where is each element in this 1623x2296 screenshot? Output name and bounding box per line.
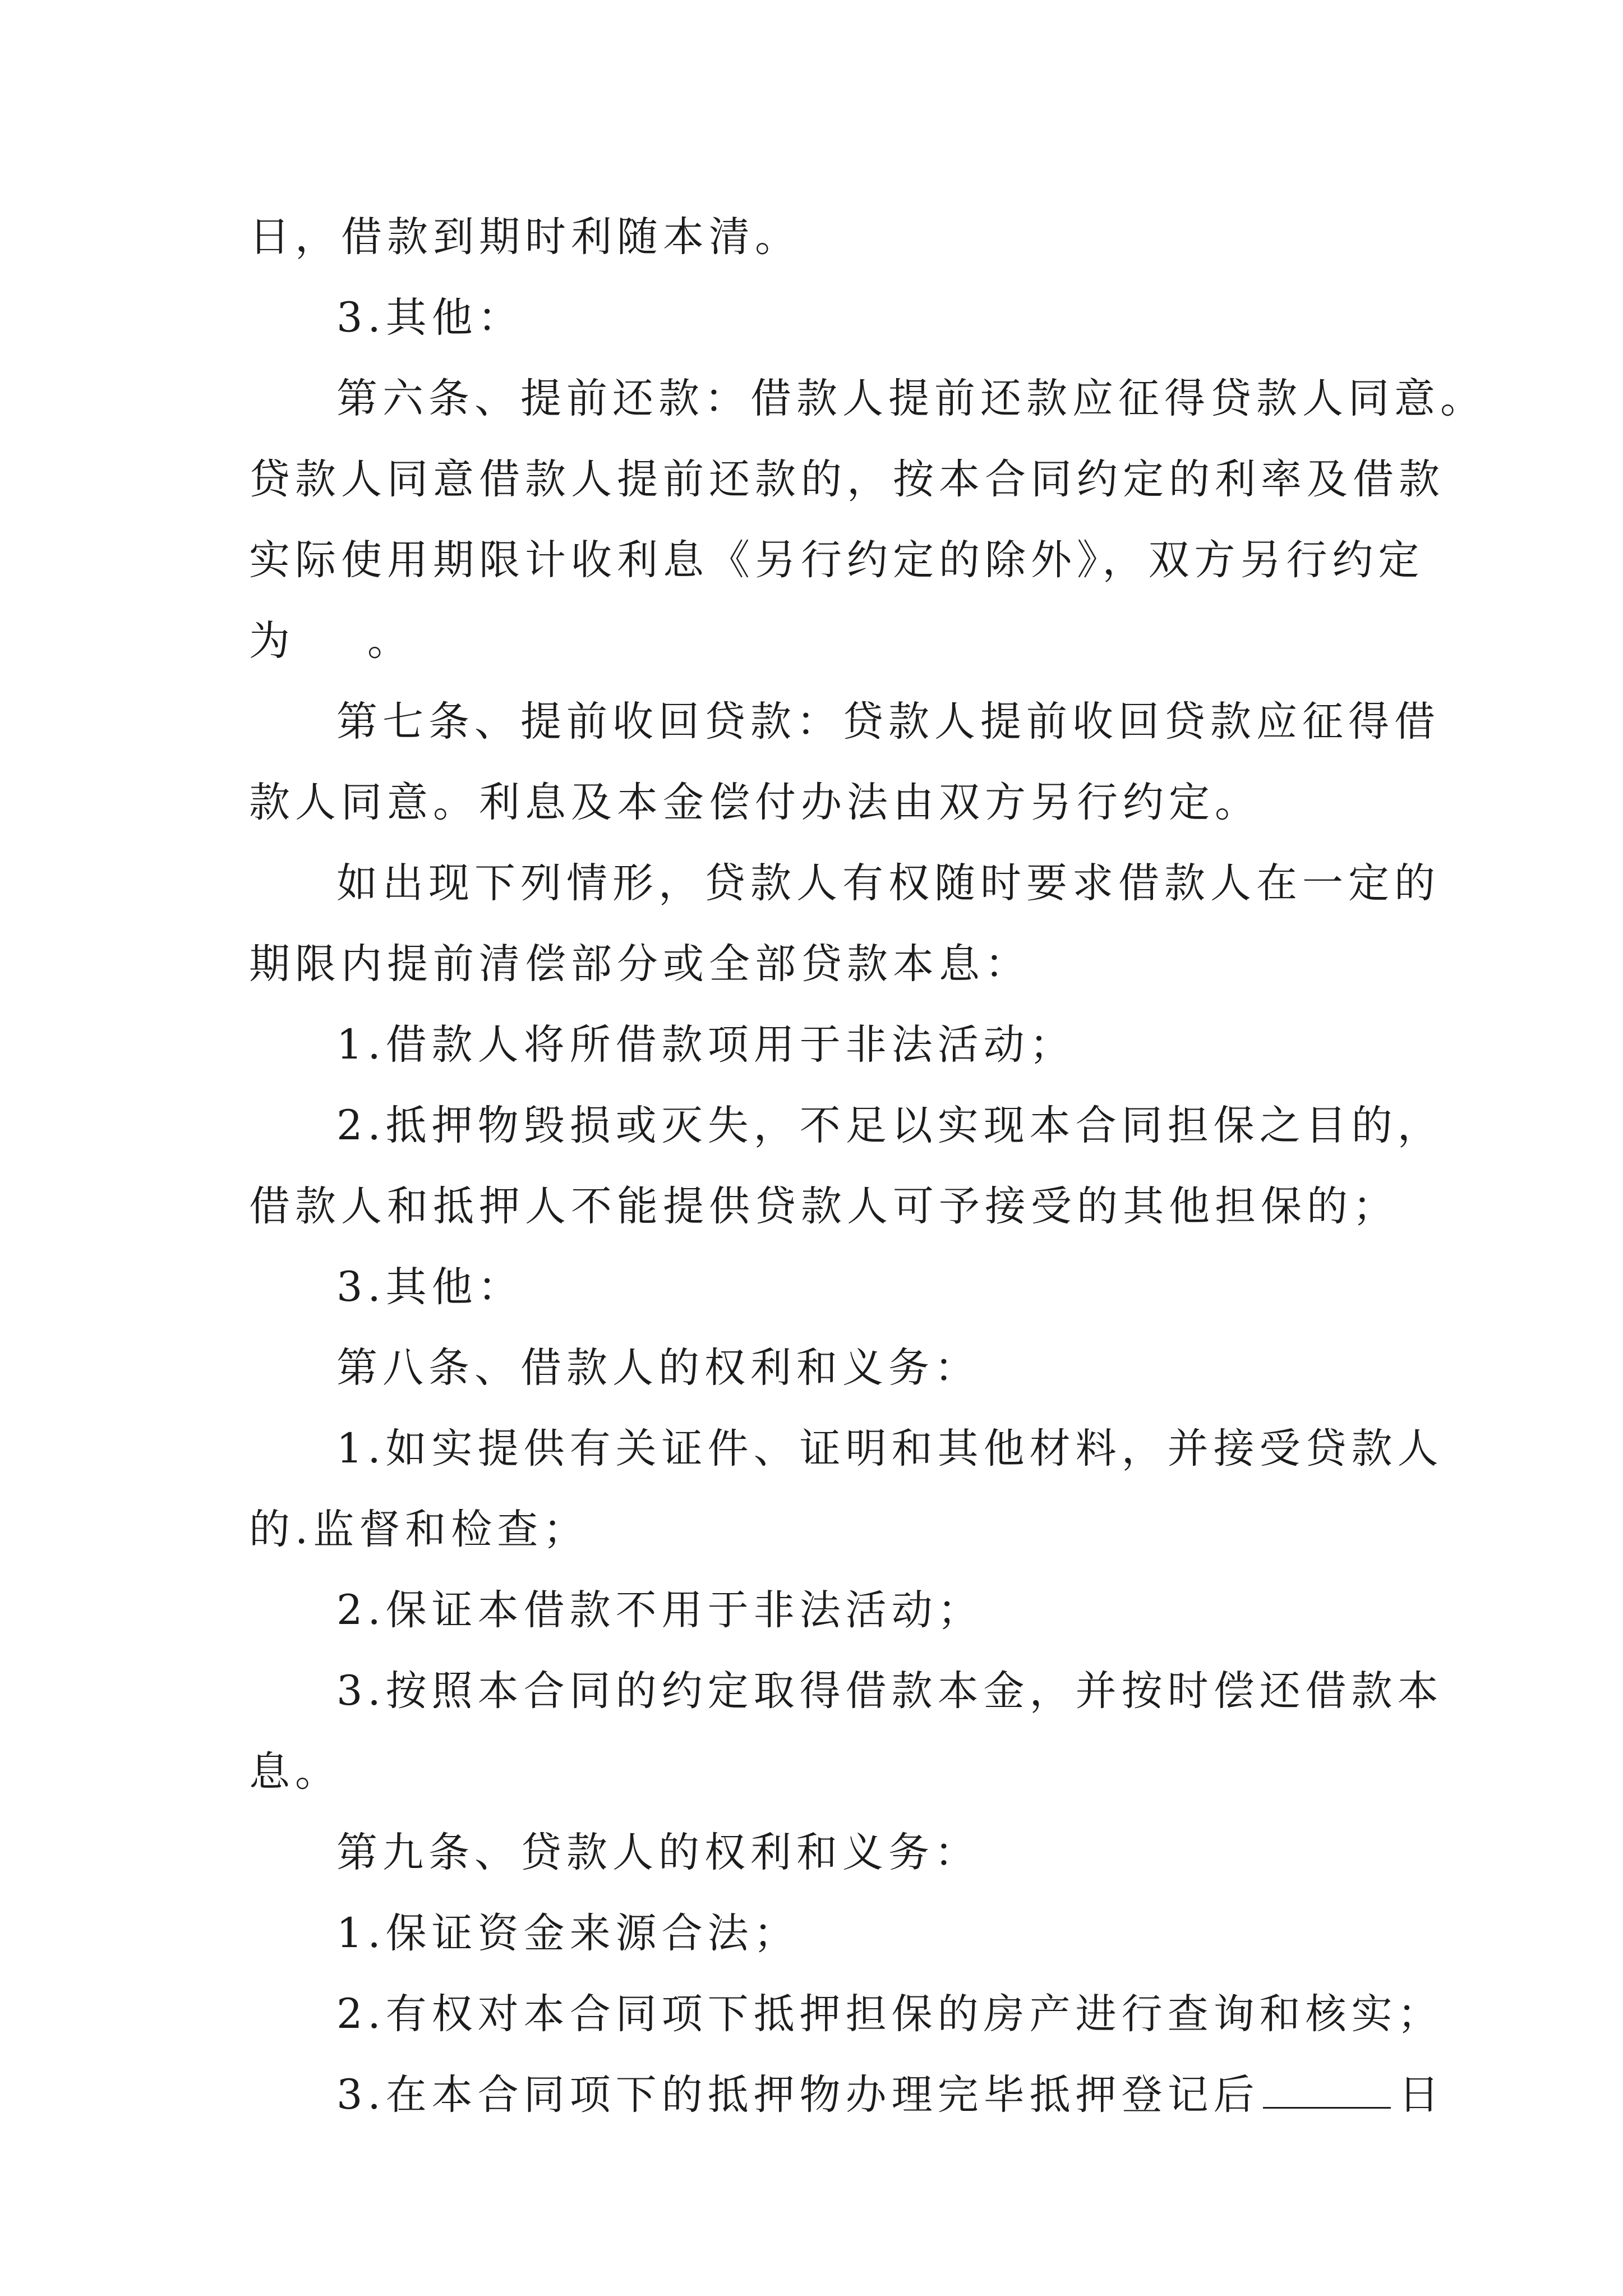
text-line: 1.如实提供有关证件、证明和其他材料，并接受贷款人 [336, 1425, 1444, 1473]
text-line: 第九条、贷款人的权利和义务： [336, 1829, 980, 1876]
text-line: 3.其他： [336, 294, 524, 342]
text-line: 2.保证本借款不用于非法活动； [336, 1586, 984, 1634]
text-line: 第六条、提前还款：借款人提前还款应征得贷款人同意。 [336, 375, 1486, 422]
text-line: 第七条、提前收回贷款：贷款人提前收回贷款应征得借 [336, 698, 1440, 746]
text-line: 为 。 [249, 617, 413, 665]
text-line: 日，借款到期时利随本清。 [249, 213, 801, 261]
fill-in-blank [1263, 2071, 1391, 2109]
text-line: 3.按照本合同的约定取得借款本金，并按时偿还借款本 [336, 1667, 1444, 1715]
text-line: 1.借款人将所借款项用于非法活动； [336, 1021, 1076, 1069]
text-line [336, 2067, 1445, 2123]
text-line: 的.监督和检查； [249, 1506, 589, 1553]
text-line: 实际使用期限计收利息《另行约定的除外》，双方另行约定 [249, 536, 1424, 584]
text-line: 期限内提前清偿部分或全部贷款本息： [249, 940, 1031, 988]
text-line: 2.有权对本合同项下抵押担保的房产进行查询和核实； [336, 1990, 1444, 2038]
text-line: 如出现下列情形，贷款人有权随时要求借款人在一定的 [336, 859, 1440, 907]
text-line: 1.保证资金来源合法； [336, 1910, 800, 1957]
text-line: 贷款人同意借款人提前还款的，按本合同约定的利率及借款 [249, 455, 1445, 503]
text-line: 3.其他： [336, 1263, 524, 1311]
text-line: 款人同意。利息及本金偿付办法由双方另行约定。 [249, 779, 1261, 826]
text-line: 第八条、借款人的权利和义务： [336, 1344, 980, 1392]
text-line: 2.抵押物毁损或灭失，不足以实现本合同担保之目的， [336, 1102, 1444, 1149]
text-line: 借款人和抵押人不能提供贷款人可予接受的其他担保的； [249, 1182, 1399, 1230]
text-line: 息。 [249, 1748, 341, 1796]
text-line-lead: 3.在本合同项下的抵押物办理完毕抵押登记后 [336, 2071, 1260, 2119]
text-line-tail: 日 [1398, 2071, 1445, 2119]
